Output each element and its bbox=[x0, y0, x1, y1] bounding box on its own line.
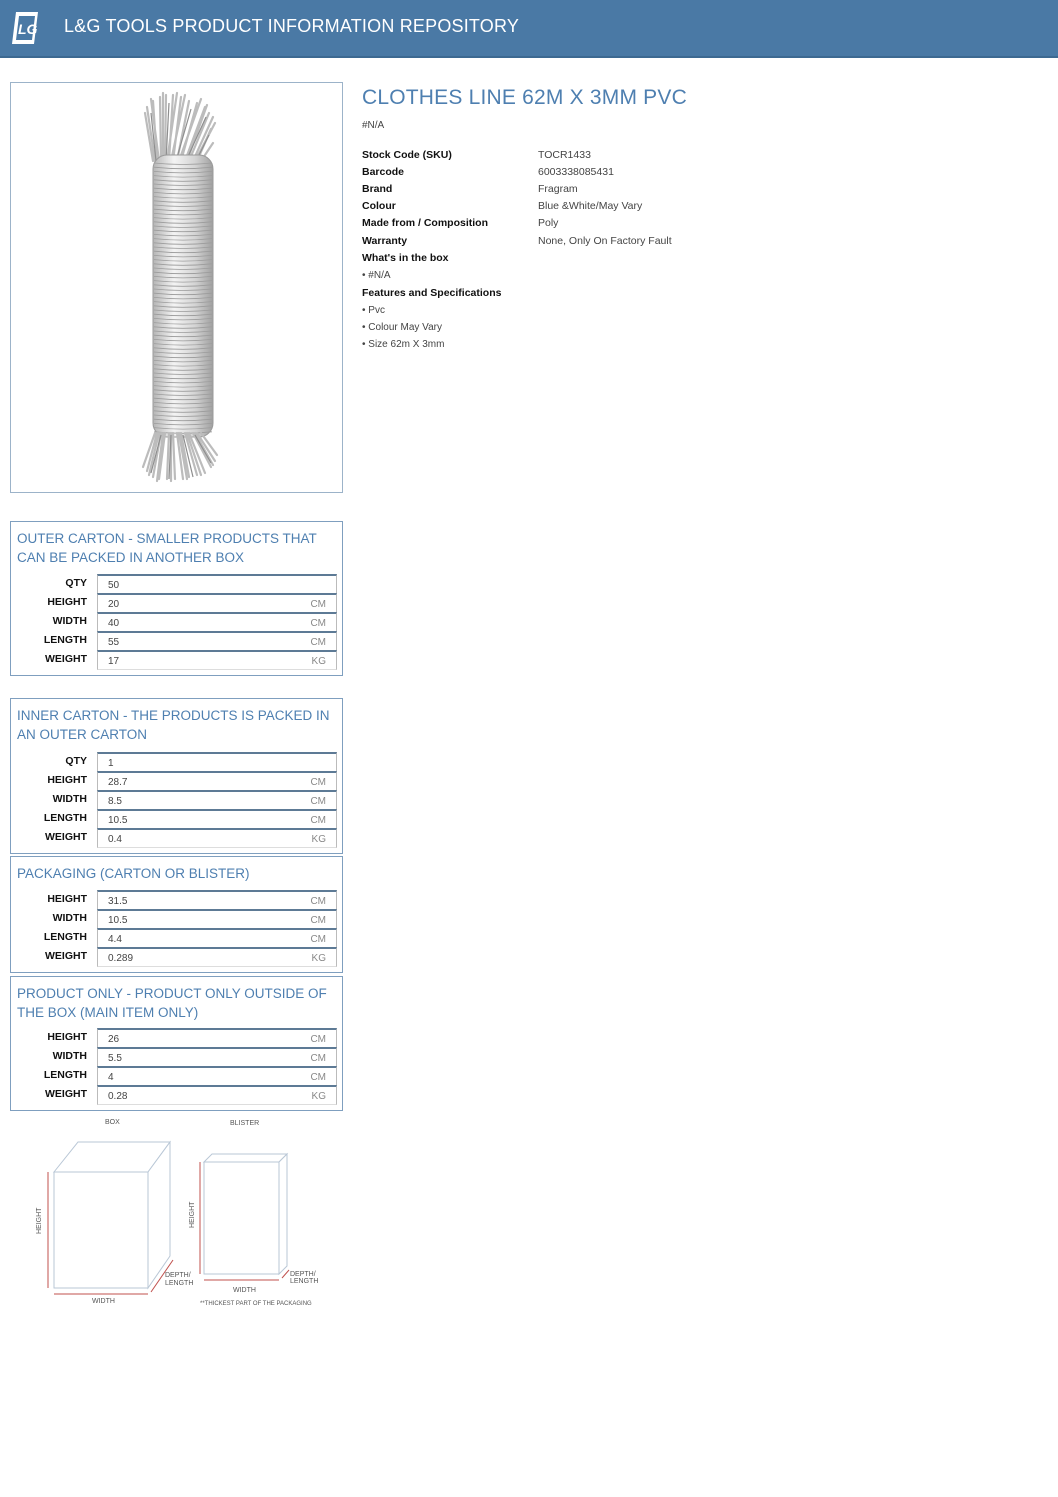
value-cell bbox=[97, 650, 337, 670]
row-label: LENGTH bbox=[43, 812, 87, 824]
inner-carton-panel bbox=[10, 698, 343, 854]
table-row bbox=[11, 890, 342, 909]
value-cell bbox=[97, 612, 337, 632]
spec-value: Poly bbox=[538, 217, 559, 229]
row-unit: KG bbox=[311, 834, 326, 845]
feature-item: • Pvc bbox=[362, 305, 385, 316]
features-heading: Features and Specifications bbox=[362, 287, 502, 299]
spec-value: TOCR1433 bbox=[538, 149, 591, 161]
panel-title: INNER CARTON - THE PRODUCTS IS PACKED IN AN OUTER CARTON bbox=[17, 708, 330, 742]
row-label: WEIGHT bbox=[45, 1088, 87, 1100]
value-cell bbox=[97, 828, 337, 848]
table-row bbox=[11, 1047, 342, 1066]
svg-text:LG: LG bbox=[18, 21, 38, 37]
table-row bbox=[11, 909, 342, 928]
row-value: 26 bbox=[108, 1034, 120, 1045]
panel-title: OUTER CARTON - SMALLER PRODUCTS THAT CAN BE PACKED IN ANOTHER BOX bbox=[17, 531, 317, 565]
spec-label: Warranty bbox=[362, 235, 408, 247]
spec-label: Brand bbox=[362, 183, 393, 195]
feature-item: • Size 62m X 3mm bbox=[362, 339, 445, 350]
row-value: 10.5 bbox=[108, 915, 128, 926]
value-cell bbox=[97, 631, 337, 651]
row-label: LENGTH bbox=[43, 931, 87, 943]
row-label: HEIGHT bbox=[47, 774, 87, 786]
value-cell bbox=[97, 771, 337, 791]
spec-value: 6003338085431 bbox=[538, 166, 614, 178]
row-unit: CM bbox=[310, 815, 326, 826]
box-depth-label: DEPTH/ bbox=[165, 1272, 191, 1279]
row-unit: CM bbox=[310, 618, 326, 629]
row-label: WIDTH bbox=[52, 1050, 87, 1062]
row-value: 0.4 bbox=[108, 834, 122, 845]
value-cell bbox=[97, 1066, 337, 1086]
row-label: QTY bbox=[65, 577, 87, 589]
row-label: HEIGHT bbox=[47, 596, 87, 608]
row-unit: CM bbox=[310, 599, 326, 610]
product-title: CLOTHES LINE 62M X 3MM PVC bbox=[362, 86, 687, 109]
row-unit: CM bbox=[310, 637, 326, 648]
row-value: 40 bbox=[108, 618, 120, 629]
panel-title: PRODUCT ONLY - PRODUCT ONLY OUTSIDE OF THE BOX (MAIN ITEM ONLY) bbox=[17, 986, 327, 1020]
row-label: WEIGHT bbox=[45, 831, 87, 843]
table-row bbox=[11, 612, 342, 631]
blister-depth-label: DEPTH/ bbox=[290, 1271, 316, 1278]
box-length-label: LENGTH bbox=[165, 1280, 194, 1287]
product-subtitle: #N/A bbox=[362, 120, 385, 131]
table-row bbox=[11, 771, 342, 790]
row-label: LENGTH bbox=[43, 634, 87, 646]
row-label: WIDTH bbox=[52, 912, 87, 924]
row-value: 1 bbox=[108, 758, 114, 769]
table-row bbox=[11, 828, 342, 847]
row-unit: CM bbox=[310, 934, 326, 945]
row-value: 17 bbox=[108, 656, 120, 667]
table-row bbox=[11, 809, 342, 828]
row-unit: CM bbox=[310, 1072, 326, 1083]
table-row bbox=[11, 593, 342, 612]
value-cell bbox=[97, 947, 337, 967]
row-unit: KG bbox=[311, 953, 326, 964]
table-row bbox=[11, 1028, 342, 1047]
row-value: 8.5 bbox=[108, 796, 122, 807]
spec-value: Fragram bbox=[538, 183, 578, 195]
row-value: 10.5 bbox=[108, 815, 128, 826]
blister-width-label: WIDTH bbox=[233, 1287, 256, 1294]
whats-in-box-item: • #N/A bbox=[362, 270, 391, 281]
row-value: 0.289 bbox=[108, 953, 134, 964]
spec-label: Stock Code (SKU) bbox=[362, 149, 452, 161]
table-row bbox=[11, 1085, 342, 1104]
row-label: WIDTH bbox=[52, 615, 87, 627]
row-value: 0.28 bbox=[108, 1091, 128, 1102]
table-row bbox=[11, 650, 342, 669]
spec-label: Colour bbox=[362, 200, 396, 212]
box-width-label: WIDTH bbox=[92, 1298, 115, 1305]
row-value: 4.4 bbox=[108, 934, 122, 945]
row-unit: CM bbox=[310, 777, 326, 788]
row-value: 28.7 bbox=[108, 777, 128, 788]
blister-diagram-label: BLISTER bbox=[230, 1120, 260, 1127]
whats-in-box-heading: What's in the box bbox=[362, 252, 449, 264]
packaging-panel bbox=[10, 856, 343, 973]
thickest-part-note: **THICKEST PART OF THE PACKAGING bbox=[200, 1301, 312, 1307]
value-cell bbox=[97, 790, 337, 810]
value-cell bbox=[97, 1028, 337, 1048]
row-label: HEIGHT bbox=[47, 893, 87, 905]
value-cell bbox=[97, 593, 337, 613]
row-label: WEIGHT bbox=[45, 653, 87, 665]
row-value: 4 bbox=[108, 1072, 114, 1083]
product-only-panel bbox=[10, 976, 343, 1111]
header-title: L&G TOOLS PRODUCT INFORMATION REPOSITORY bbox=[64, 16, 520, 36]
outer-carton-panel bbox=[10, 521, 343, 676]
row-value: 55 bbox=[108, 637, 120, 648]
spec-label: Made from / Composition bbox=[362, 217, 488, 229]
box-height-label: HEIGHT bbox=[36, 1207, 43, 1234]
spec-value: Blue &White/May Vary bbox=[538, 200, 643, 212]
value-cell bbox=[97, 752, 337, 772]
table-row bbox=[11, 752, 342, 771]
value-cell bbox=[97, 890, 337, 910]
value-cell bbox=[97, 809, 337, 829]
row-label: WIDTH bbox=[52, 793, 87, 805]
row-unit: CM bbox=[310, 1053, 326, 1064]
row-unit: CM bbox=[310, 915, 326, 926]
table-row bbox=[11, 928, 342, 947]
header-bar bbox=[0, 0, 1058, 58]
value-cell bbox=[97, 928, 337, 948]
row-label: HEIGHT bbox=[47, 1031, 87, 1043]
table-row bbox=[11, 947, 342, 966]
box-diagram-label: BOX bbox=[105, 1119, 120, 1126]
row-value: 20 bbox=[108, 599, 120, 610]
brand-logo-icon[interactable] bbox=[8, 10, 44, 46]
row-label: QTY bbox=[65, 755, 87, 767]
row-unit: CM bbox=[310, 1034, 326, 1045]
row-value: 5.5 bbox=[108, 1053, 122, 1064]
row-unit: KG bbox=[311, 1091, 326, 1102]
product-image bbox=[11, 83, 342, 492]
table-row bbox=[11, 631, 342, 650]
row-unit: CM bbox=[310, 896, 326, 907]
value-cell bbox=[97, 1047, 337, 1067]
blister-length-label: LENGTH bbox=[290, 1278, 319, 1285]
spec-value: None, Only On Factory Fault bbox=[538, 235, 672, 247]
table-row bbox=[11, 790, 342, 809]
row-label: LENGTH bbox=[43, 1069, 87, 1081]
row-value: 31.5 bbox=[108, 896, 128, 907]
value-cell bbox=[97, 909, 337, 929]
row-value: 50 bbox=[108, 580, 120, 591]
table-row bbox=[11, 1066, 342, 1085]
row-unit: KG bbox=[311, 656, 326, 667]
table-row bbox=[11, 574, 342, 593]
panel-title: PACKAGING (CARTON OR BLISTER) bbox=[17, 866, 250, 881]
row-unit: CM bbox=[310, 796, 326, 807]
feature-item: • Colour May Vary bbox=[362, 322, 443, 333]
blister-height-label: HEIGHT bbox=[189, 1201, 196, 1228]
row-label: WEIGHT bbox=[45, 950, 87, 962]
product-image-frame bbox=[10, 82, 343, 493]
value-cell bbox=[97, 1085, 337, 1105]
spec-label: Barcode bbox=[362, 166, 405, 178]
value-cell bbox=[97, 574, 337, 594]
